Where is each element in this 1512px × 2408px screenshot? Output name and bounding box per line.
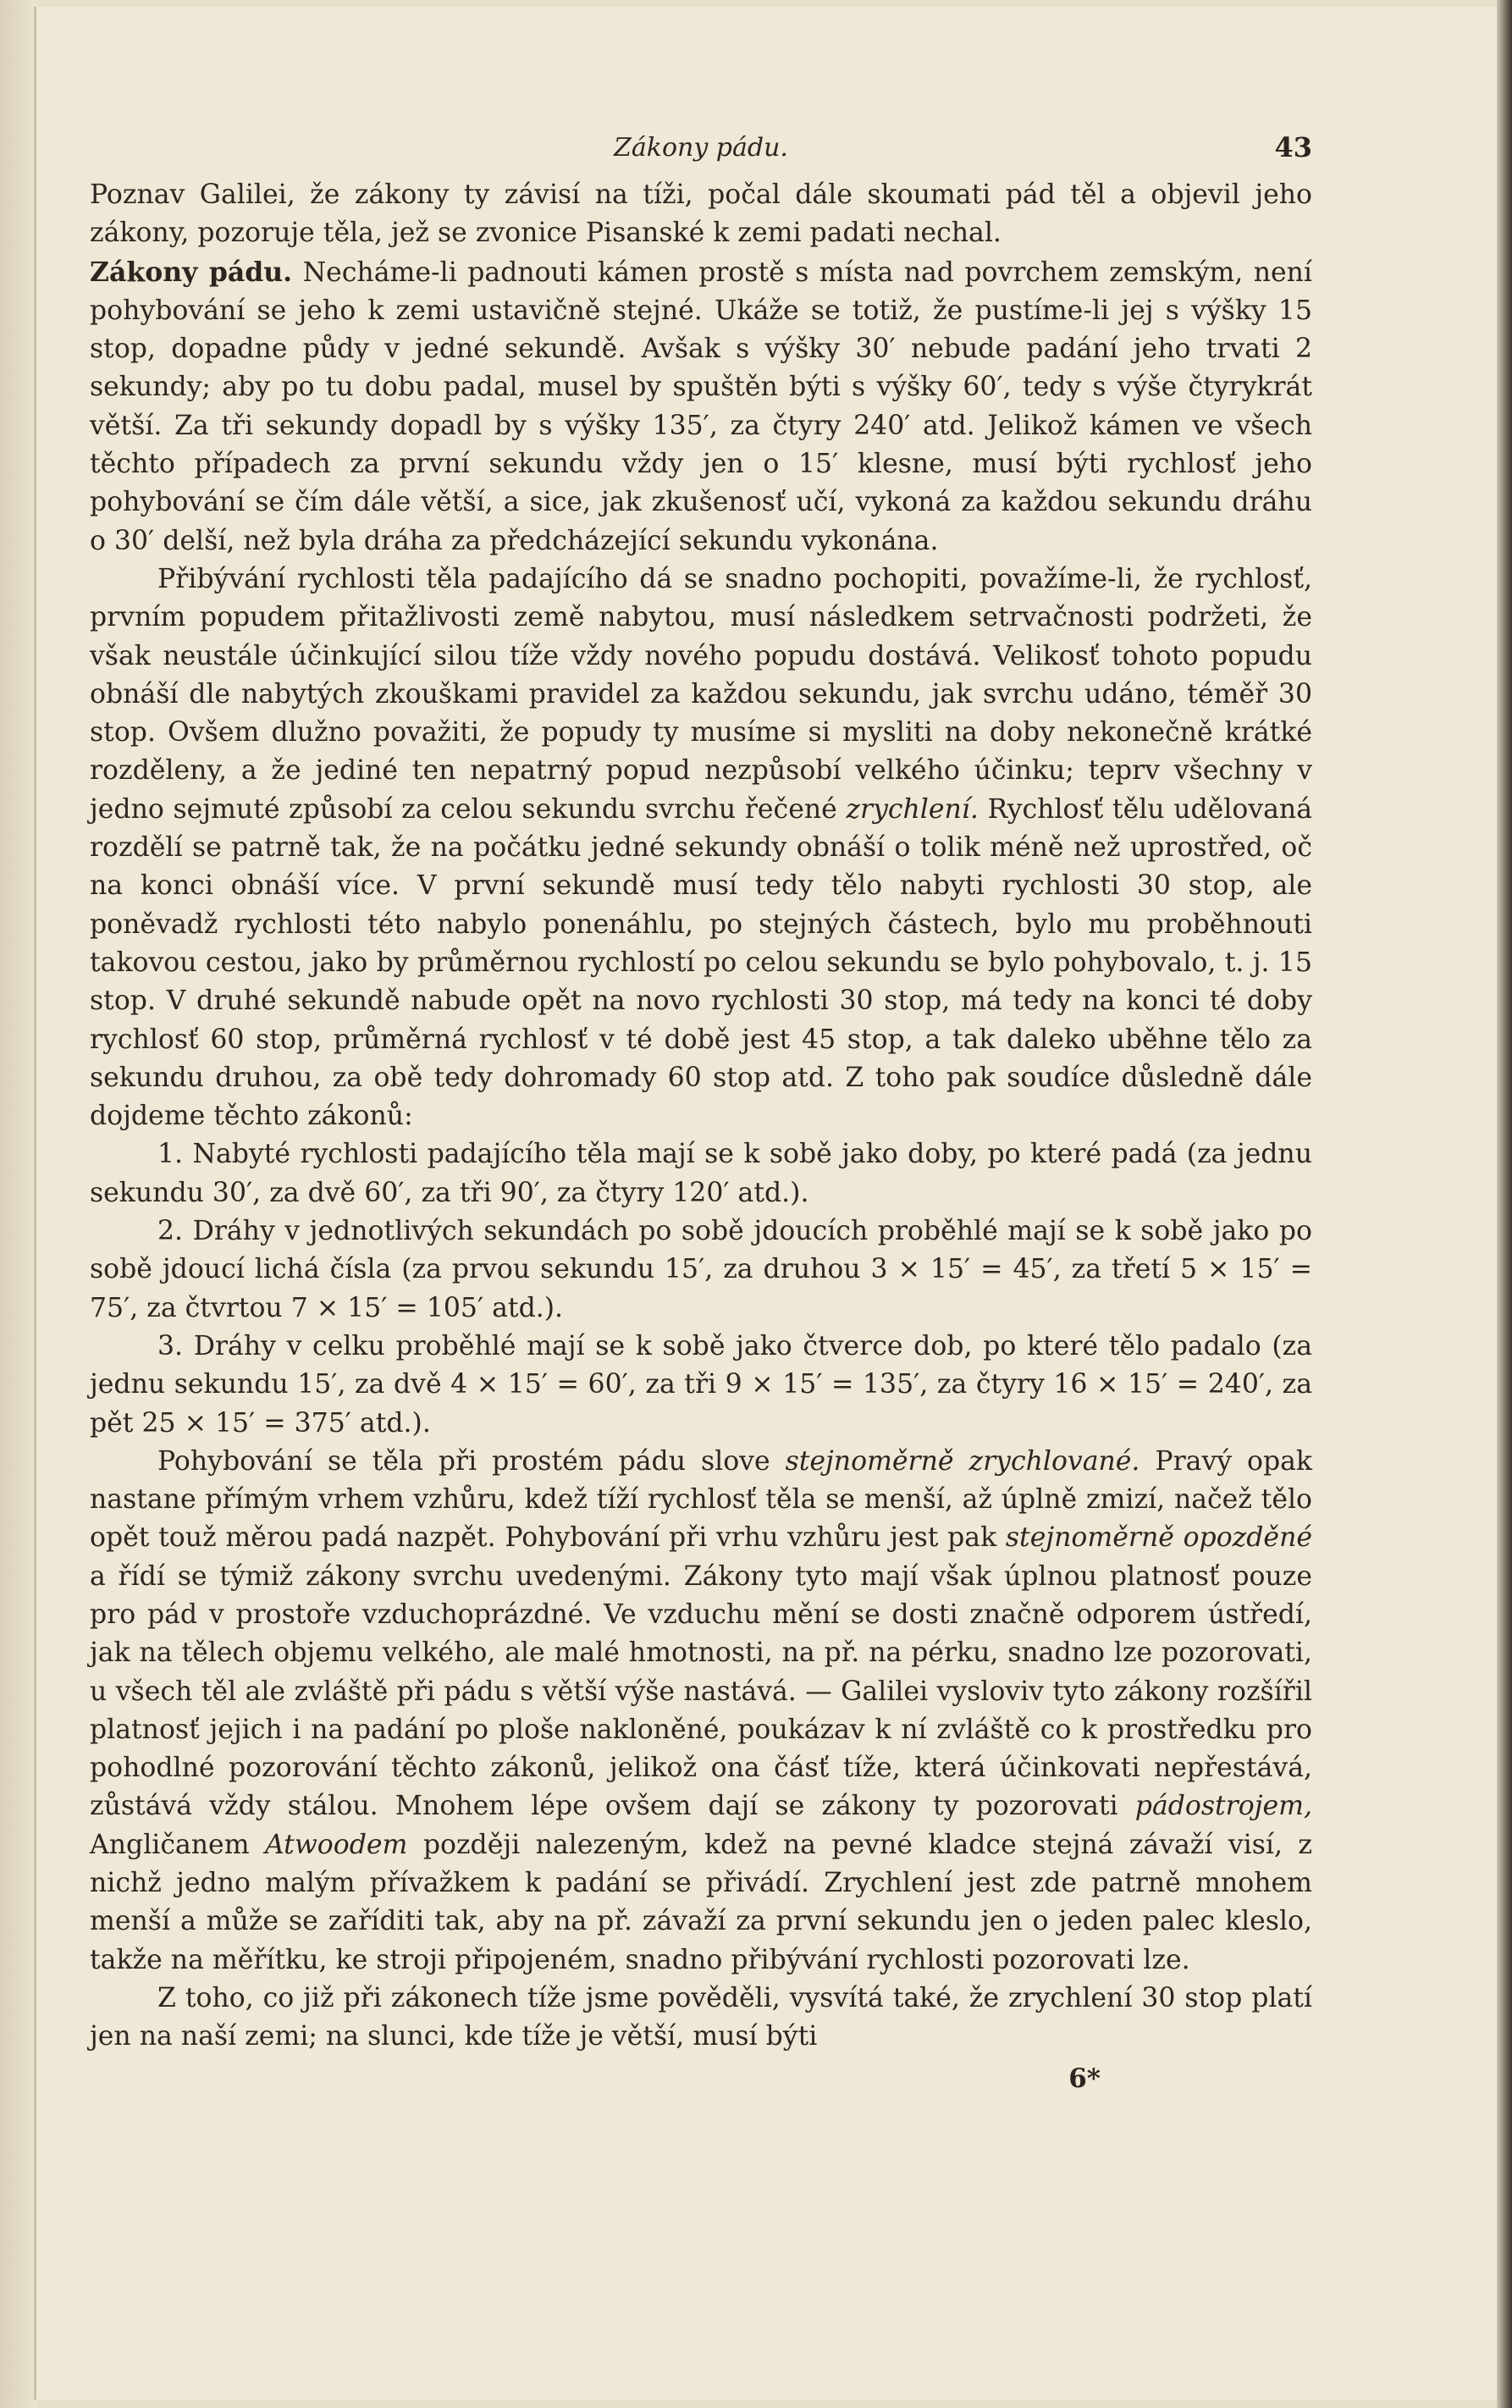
running-header [90,125,1312,176]
text-run: později nalezeným, kdež na pevné kladce stejná závaží visí, z nichž jedno malým přívažkem k padání se přivádí. Zrychlení jest zde patrně mnohem menší a může se zaříditi tak, aby na př. závaží za první sekundu jen o jeden palec kleslo, takže na měřítku, ke stroji připojeném, snadno přibývání rychlosti pozorovati lze. [90,1829,1312,1975]
text-run: 3. Dráhy v celku proběhlé mají se k sobě jako čtverce dob, po které tělo padalo (za jednu sekundu 15′, za dvě 4 × 15′ = 60′, za tři 9 × 15′ = 135′, za čtyry 16 × 15′ = 240′, za pět 25 × 15′ = 375′ atd.). [90,1330,1312,1439]
paragraph-p8 [90,1980,1312,2057]
paragraph-p3 [90,561,1312,1135]
text-run: Necháme-li padnouti kámen prostě s místa nad povrchem zemským, není pohybování se jeho k zemi ustavičně stejné. Ukáže se totiž, že pustíme-li jej s výšky 15 stop, dopadne půdy v jedné sekundě. Avšak s výšky 30′ nebude padání jeho trvati 2 sekundy; aby po tu dobu padal, musel by spuštěn býti s výšky 60′, tedy s výše čtyrykrát větší. Za tři sekundy dopadl by s výšky 135′, za čtyry 240′ atd. Jelikož kámen ve všech těchto případech za první sekundu vždy jen o 15′ klesne, musí býti rychlosť jeho pohybování se čím dále větší, a sice, jak zkušenosť učí, vykoná za každou sekundu dráhu o 30′ delší, než byla dráha za předcházející sekundu vykonána. [90,257,1312,556]
text-run: Angličanem [90,1829,265,1860]
text-run: Pohybování se těla při prostém pádu slove [157,1445,786,1477]
page-edge-shadow [1497,0,1512,2408]
paragraph-p6 [90,1328,1312,1443]
signature-mark: 6* [1068,2063,1101,2094]
book-binding-edge [0,0,37,2408]
paragraph-p1 [90,176,1312,253]
text-run: Poznav Galilei, že zákony ty závisí na tíži, počal dále skoumati pád těl a objevil jeho zákony, pozoruje těla, jež se zvonice Pisanské k zemi padati nechal. [90,179,1312,249]
text-run: Z toho, co již při zákonech tíže jsme pověděli, vysvítá také, že zrychlení 30 stop platí jen na naší zemi; na slunci, kde tíže je větší, musí býti [90,1982,1312,2052]
body-paragraphs [90,176,1312,2057]
text-run: 2. Dráhy v jednotlivých sekundách po sobě jdoucích proběhlé mají se k sobě jako po sobě jdoucí lichá čísla (za prvou sekundu 15′, za druhou 3 × 15′ = 45′, za třetí 5 × 15′ = 75′, za čtvrtou 7 × 15′ = 105′ atd.). [90,1216,1312,1323]
running-title: Zákony pádu. [614,133,788,163]
text-run: 1. Nabyté rychlosti padajícího těla mají se k sobě jako doby, po které padá (za jednu sekundu 30′, za dvě 60′, za tři 90′, za čtyry 120′ atd.). [90,1139,1312,1208]
page-text-block [90,125,1312,2098]
text-run: zrychlení. [846,793,979,825]
text-run: a řídí se týmiž zákony svrchu uvedenými. Zákony tyto mají však úplnou platnosť pouze pro pád v prostoře vzduchoprázdné. Ve vzduchu mění se dosti značně odporem ústředí, jak na tělech objemu velkého, ale malé hmotnosti, na př. na pérku, snadno lze pozorovati, u všech těl ale zvláště při pádu s větší výše nastává. — Galilei vysloviv tyto zákony rozšířil platnosť jejich i na padání po ploše nakloněné, poukázav k ní zvláště co k prostředku pro pohodlné pozorování těchto zákonů, jelikož ona čásť tíže, která účinkovati nepřestává, zůstává vždy stálou. Mnohem lépe ovšem dají se zákony ty pozorovati [90,1560,1312,1822]
paragraph-p5 [90,1212,1312,1328]
text-run: pádostrojem, [1134,1791,1312,1822]
paragraph-p4 [90,1135,1312,1212]
text-run: Pravý opak nastane přímým vrhem vzhůru, kdež tíží rychlosť těla se menší, až úplně zmizí, načež tělo opět touž měrou padá nazpět. Pohybování při vrhu vzhůru jest pak [90,1445,1312,1554]
paragraph-p7 [90,1443,1312,1980]
text-run: stejnoměrně opozděné [1005,1522,1313,1554]
text-run: stejnoměrně zrychlované. [785,1445,1140,1477]
text-run: Zákony pádu. [90,256,293,288]
text-run: Atwoodem [264,1829,408,1860]
paragraph-p2 [90,253,1312,561]
text-run: Rychlosť tělu udělovaná rozdělí se patrně tak, že na počátku jedné sekundy obnáší o tolik méně než uprostřed, oč na konci obnáší více. V první sekundě musí tedy tělo nabyti rychlosti 30 stop, ale poněvadž rychlosti této nabylo ponenáhlu, po stejných částech, bylo mu proběhnouti takovou cestou, jako by průměrnou rychlostí po celou sekundu se bylo pohybovalo, t. j. 15 stop. V druhé sekundě nabude opět na novo rychlosti 30 stop, má tedy na konci té doby rychlosť 60 stop, průměrná rychlosť v té době jest 45 stop, a tak daleko uběhne tělo za sekundu druhou, za obě tedy dohromady 60 stop atd. Z toho pak soudíce důsledně dále dojdeme těchto zákonů: [90,793,1313,1132]
page-number: 43 [1274,131,1312,163]
text-run: Přibývání rychlosti těla padajícího dá se snadno pochopiti, považíme-li, že rychlosť, prvním popudem přitažlivosti země nabytou, musí následkem setrvačnosti podržeti, že však neustále účinkující silou tíže vždy nového popudu dostává. Velikosť tohoto popudu obnáší dle nabytých zkouškami pravidel za každou sekundu, jak svrchu udáno, téměř 30 stop. Ovšem dlužno považiti, že popudy ty musíme si mysliti na doby nekonečně krátké rozděleny, a že jediné ten nepatrný popud nezpůsobí velkého účinku; teprv všechny v jedno sejmuté způsobí za celou sekundu svrchu řečené [90,563,1312,825]
